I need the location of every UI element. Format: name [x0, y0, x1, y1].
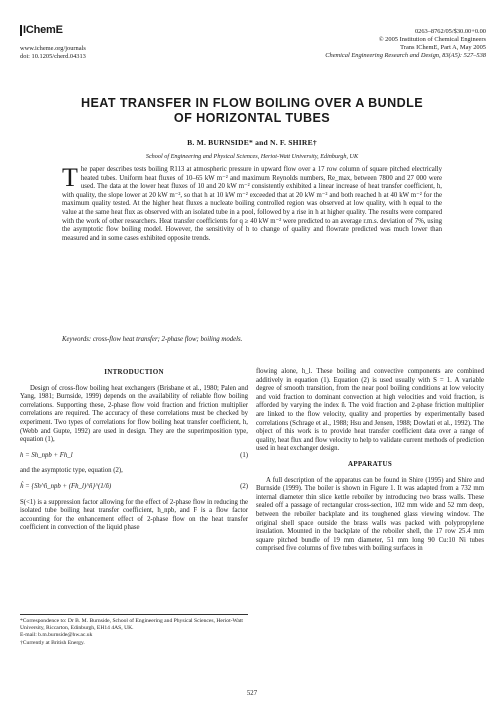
apparatus-heading: APPARATUS [347, 459, 393, 468]
doi: doi: 10.1205/cherd.04313 [20, 53, 86, 60]
article-code: 0263–8762/05/$30.00+0.00 [414, 28, 486, 35]
equation-1-number: (1) [240, 451, 248, 459]
abstract-dropcap: T [62, 163, 78, 192]
intro-paragraph-4: flowing alone, h_l. These boiling and convective components are combined additively in equation (1). Equation (2) is used usually with S = 1. A variable degree of smooth transition, from the near pool boiling conditions at low velocity and void fraction to dominant convection at high velocities and void fraction, is afforded by varying the index ñ. The void fraction and 2-phase friction multiplier are linked to the flow velocity, quality and properties by experimentally based correlations (Schrage et al., 1988; Hsu and Jensen, 1988; Dowlati et al., 1992). The object of this work is to provide heat transfer coefficient data over a range of quality, heat flux and flow velocity to help to validate current methods of prediction used in heat exchanger design. [256, 368, 484, 453]
paper-title [20, 96, 484, 126]
intro-paragraph-3: S(<1) is a suppression factor allowing for the effect of 2-phase flow in reducing the isolated tube boiling heat transfer coefficient, h_npb, and F is a flow factor accounting for the enhancement effect of 2-phase flow on the heat transfer coefficient in convection of the liquid phase [20, 498, 248, 532]
page-number: 527 [246, 690, 258, 697]
header-right [226, 28, 486, 60]
equation-1 [20, 452, 248, 461]
apparatus-paragraph-1: A full description of the apparatus can be found in Shire (1995) and Shire and Burnside (1999). The boiler is shown in Figure 1. It was adapted from a 732 mm internal diameter thin slice kettle reboiler by introducing two brass walls. These sealed off a passage of rectangular cross-section, 102 mm wide and 52 mm deep, between the reboiler backplate and its toughened glass viewing window. The original shell space outside the brass walls was packed with polypropylene insulation. Mounted in the backplate of the reboiler shell, the 17 row 25.4 mm square pitched bundle of 19 mm diameter, 51 mm long 90 Cu:10 Ni tubes comprised five columns of five tubes with boiling surfaces in [256, 476, 484, 553]
introduction-heading: INTRODUCTION [104, 368, 164, 376]
journal-citation: Chemical Engineering Research and Design, 83(A5): 527–538 [325, 52, 486, 59]
equation-1-body: h = Sh_npb + Fh_l [20, 451, 73, 459]
equation-2 [20, 483, 248, 492]
abstract-text: he paper describes tests boiling R113 at atmospheric pressure in upward flow over a 17 row column of square pitched electrically heated tubes. Uniform heat fluxes of 10–65 kW m⁻² and maximum Reynolds numbers, Re_max, between 7800 and 27 000 were used. The data at the lower heat fluxes of 10 and 20 kW m⁻² consistently exhibited a linear increase of heat transfer coefficient, h, with quality, the slope lower at 20 kW m⁻², so that h at 10 kW m⁻² exceeded that at 20 kW m⁻² and both reached h at 40 kW m⁻² for the maximum quality tested. At the higher heat fluxes a nucleate boiling controlled region was observed at low quality, with h equal to the value at the same heat flux as observed with an isolated tube in a pool, followed by a rise in h at higher quality. The results were compared with the work of other researchers. Heat transfer coefficients for q ≥ 40 kW m⁻² were predicted to an average r.m.s. deviation of 7%, using the asymptotic flow boiling model. However, the sensitivity of h to change of quality and flowrate predicted was much lower than measured and in some cases exhibited opposite trends. [62, 166, 442, 242]
header-left [20, 22, 220, 61]
intro-paragraph-1: Design of cross-flow boiling heat exchangers (Brisbane et al., 1980; Palen and Yang, 1981; Burnside, 1999) depends on the availability of reliable flow boiling correlations. Supporting these, 2-phase flow void fraction and friction multiplier correlations are required. The accuracy of these correlations must be checked by experiment. Two types of correlations for flow boiling heat transfer coefficient, h, (Webb and Gupte, 1992) are used in design. They are the superimposition type, equation (1), [20, 384, 248, 444]
title-line-1: HEAT TRANSFER IN FLOW BOILING OVER A BUNDLE [80, 96, 424, 110]
copyright: © 2005 Institution of Chemical Engineers [378, 36, 486, 43]
journal-url[interactable]: www.icheme.org/journals [20, 45, 86, 52]
left-column [20, 368, 248, 533]
title-line-2: OF HORIZONTAL TUBES [173, 111, 331, 125]
trans-line: Trans IChemE, Part A, May 2005 [400, 44, 486, 51]
equation-2-number: (2) [240, 482, 248, 490]
footnote-current: †Currently at British Energy. [20, 640, 85, 646]
footnotes [20, 614, 248, 647]
keywords: Keywords: cross-flow heat transfer; 2-phase flow; boiling models. [62, 336, 243, 343]
icheme-logo: IChemE [20, 22, 220, 36]
authors: B. M. BURNSIDE* and N. F. SHIRE† [187, 138, 317, 147]
right-column [256, 368, 484, 554]
equation-2-body: ĥ = {Sh^ñ_npb + (Fh_l)^ñ}^(1/ñ) [20, 482, 112, 490]
abstract [62, 163, 442, 243]
affiliation: School of Engineering and Physical Sciences, Heriot-Watt University, Edinburgh, UK [145, 153, 359, 160]
footnote-email[interactable]: E-mail: b.m.burnside@hw.ac.uk [20, 632, 93, 638]
intro-paragraph-2: and the asymptotic type, equation (2), [20, 467, 123, 475]
footnote-correspondence: *Correspondence to: Dr B. M. Burnside, School of Engineering and Physical Sciences, Heriot-Watt University, Riccarton, Edinburgh, EH14 4AS, UK. [20, 618, 243, 631]
